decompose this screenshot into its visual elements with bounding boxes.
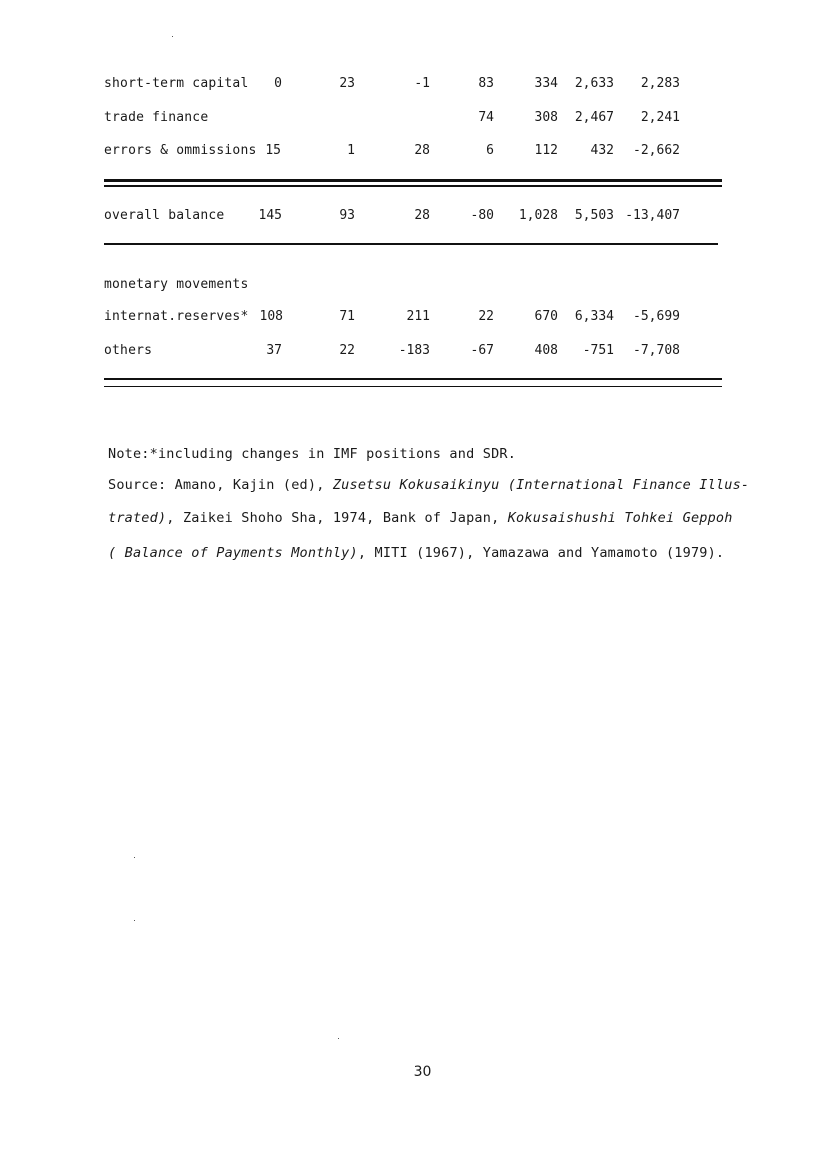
- table-cell: 145: [258, 208, 282, 223]
- table-row: [0, 309, 827, 329]
- row-label: internat.reserves*: [104, 309, 249, 324]
- table-cell: 308: [534, 110, 558, 125]
- table-rule: [104, 185, 722, 187]
- table-cell: 5,503: [574, 208, 614, 223]
- source-title: trated): [108, 510, 167, 526]
- table-rule: [104, 179, 722, 182]
- table-cell: 2,467: [574, 110, 614, 125]
- source-line-2: [108, 510, 733, 526]
- table-cell: 93: [339, 208, 355, 223]
- table-cell: 22: [339, 343, 355, 358]
- table-cell: -1: [414, 76, 430, 91]
- table-cell: 74: [478, 110, 494, 125]
- table-cell: 1: [347, 143, 355, 158]
- table-row: [0, 343, 827, 363]
- source-title: Zusetsu Kokusaikinyu (International Finance Illus-: [332, 477, 750, 493]
- table-cell: 432: [590, 143, 614, 158]
- table-rule: [104, 243, 718, 245]
- table-cell: 22: [478, 309, 494, 324]
- source-title: Kokusaishushi Tohkei Geppoh: [507, 510, 733, 526]
- source-text: , Zaikei Shoho Sha, 1974, Bank of Japan,: [166, 510, 508, 526]
- table-cell: -751: [582, 343, 614, 358]
- table-rule: [104, 378, 722, 380]
- table-cell: 28: [414, 143, 430, 158]
- table-cell: -183: [398, 343, 430, 358]
- table-cell: 23: [339, 76, 355, 91]
- scan-speck: [172, 36, 173, 37]
- table-cell: 2,283: [640, 76, 680, 91]
- row-label: errors & ommissions: [104, 143, 257, 158]
- table-row: [0, 76, 827, 96]
- row-label: others: [104, 343, 153, 358]
- row-label: trade finance: [104, 110, 209, 125]
- table-row: [0, 110, 827, 130]
- table-cell: 37: [266, 343, 282, 358]
- page-number: 30: [413, 1064, 432, 1080]
- table-cell: -13,407: [625, 208, 680, 223]
- source-text: , MITI (1967), Yamazawa and Yamamoto (1979).: [357, 545, 725, 561]
- source-line-3: [108, 545, 724, 561]
- table-cell: 2,241: [640, 110, 680, 125]
- source-line-1: [108, 477, 749, 493]
- row-label: overall balance: [104, 208, 225, 223]
- table-cell: 2,633: [574, 76, 614, 91]
- table-cell: 0: [274, 76, 282, 91]
- scan-speck: [134, 920, 135, 921]
- section-heading-label: monetary movements: [104, 277, 249, 292]
- table-cell: 71: [339, 309, 355, 324]
- table-rule: [104, 386, 722, 387]
- scan-speck: [338, 1038, 339, 1039]
- table-cell: 83: [478, 76, 494, 91]
- table-cell: -2,662: [633, 143, 680, 158]
- table-cell: 112: [534, 143, 558, 158]
- table-cell: 211: [406, 309, 430, 324]
- table-cell: 108: [259, 309, 283, 324]
- source-prefix: Source: Amano, Kajin (ed),: [108, 477, 333, 493]
- table-cell: 334: [534, 76, 558, 91]
- table-cell: 6: [486, 143, 494, 158]
- row-label: short-term capital: [104, 76, 249, 91]
- table-cell: -5,699: [633, 309, 680, 324]
- table-cell: -80: [470, 208, 494, 223]
- scan-speck: [134, 857, 135, 858]
- table-cell: -7,708: [633, 343, 680, 358]
- section-heading: [0, 277, 827, 297]
- table-note: Note:*including changes in IMF positions and SDR.: [108, 446, 517, 462]
- table-cell: 6,334: [574, 309, 614, 324]
- table-row: [0, 208, 827, 228]
- table-cell: 1,028: [518, 208, 558, 223]
- source-title: ( Balance of Payments Monthly): [108, 545, 358, 561]
- table-cell: 670: [534, 309, 558, 324]
- table-cell: 15: [265, 143, 281, 158]
- table-cell: -67: [470, 343, 494, 358]
- table-row: [0, 143, 827, 163]
- table-cell: 28: [414, 208, 430, 223]
- table-cell: 408: [534, 343, 558, 358]
